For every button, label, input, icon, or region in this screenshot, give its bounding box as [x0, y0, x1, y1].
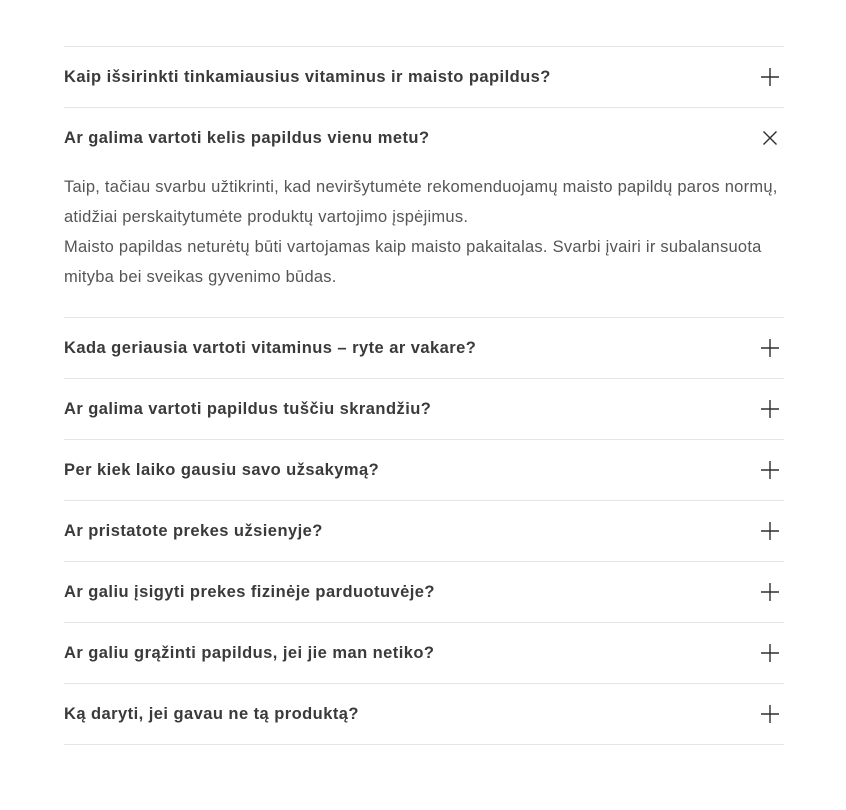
faq-question-toggle[interactable] [64, 562, 784, 622]
faq-item [64, 623, 784, 684]
plus-icon[interactable] [759, 581, 781, 603]
faq-question: Ar galiu įsigyti prekes fizinėje parduotuvėje? [64, 582, 435, 601]
faq-question: Kaip išsirinkti tinkamiausius vitaminus ir maisto papildus? [64, 67, 551, 86]
faq-question-toggle[interactable] [64, 501, 784, 561]
faq-item [64, 562, 784, 623]
faq-question: Per kiek laiko gausiu savo užsakymą? [64, 460, 380, 479]
faq-item [64, 684, 784, 745]
faq-question-toggle[interactable] [64, 684, 784, 744]
faq-question-toggle[interactable] [64, 47, 784, 107]
faq-accordion [64, 46, 784, 745]
plus-icon[interactable] [759, 703, 781, 725]
close-icon[interactable] [759, 127, 781, 149]
plus-icon[interactable] [759, 459, 781, 481]
faq-question: Ar galima vartoti kelis papildus vienu metu? [64, 128, 430, 147]
faq-question-toggle[interactable] [64, 318, 784, 378]
faq-answer-paragraph: Maisto papildas neturėtų būti vartojamas kaip maisto pakaitalas. Svarbi įvairi ir subalansuota mityba bei sveikas gyvenimo būdas. [64, 238, 762, 286]
faq-question-toggle[interactable] [64, 379, 784, 439]
faq-question-toggle[interactable] [64, 108, 784, 168]
plus-icon[interactable] [759, 66, 781, 88]
plus-icon[interactable] [759, 642, 781, 664]
faq-item [64, 501, 784, 562]
faq-item-expanded [64, 108, 784, 318]
faq-question-toggle[interactable] [64, 440, 784, 500]
faq-item [64, 318, 784, 379]
plus-icon[interactable] [759, 337, 781, 359]
plus-icon[interactable] [759, 520, 781, 542]
faq-question-toggle[interactable] [64, 623, 784, 683]
faq-question: Ar galima vartoti papildus tuščiu skrandžiu? [64, 399, 432, 418]
faq-item [64, 440, 784, 501]
faq-answer [64, 168, 784, 317]
faq-question: Ką daryti, jei gavau ne tą produktą? [64, 704, 359, 723]
faq-answer-paragraph: Taip, tačiau svarbu užtikrinti, kad neviršytumėte rekomenduojamų maisto papildų paros normų, atidžiai perskaitytumėte produktų vartojimo įspėjimus. [64, 178, 778, 226]
plus-icon[interactable] [759, 398, 781, 420]
faq-question: Kada geriausia vartoti vitaminus – ryte ar vakare? [64, 338, 477, 357]
faq-item [64, 47, 784, 108]
faq-question: Ar pristatote prekes užsienyje? [64, 521, 323, 540]
faq-item [64, 379, 784, 440]
faq-question: Ar galiu grąžinti papildus, jei jie man netiko? [64, 643, 435, 662]
